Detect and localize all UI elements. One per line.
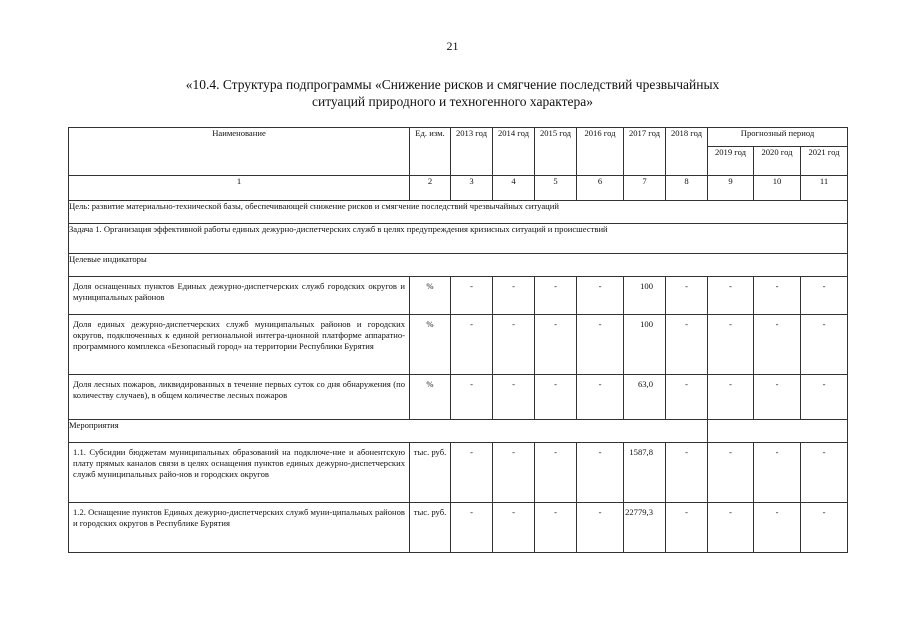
row-unit: тыс. руб. [410,503,451,553]
measures-label-row [69,420,848,443]
header-year: 2017 год [624,128,666,176]
header-year: 2013 год [451,128,493,176]
title-line-1: «10.4. Структура подпрограммы «Снижение рисков и смягчение последствий чрезвычайных [185,77,720,92]
column-number: 5 [535,176,577,201]
row-value: - [577,503,624,553]
title-line-2: ситуаций природного и техногенного характера» [311,94,593,109]
row-value: 63,0 [624,375,666,420]
row-unit: тыс. руб. [410,443,451,503]
row-value: - [754,277,801,315]
header-forecast-period: Прогнозный период [708,128,848,147]
header-year: 2018 год [666,128,708,176]
row-name: Доля единых дежурно-диспетчерских служб муниципальных районов и городских округов, подключенных к единой региональной интегра-ционной платформе аппаратно-программного комплекса «Безопасный город» на территории Республики Бурятия [69,315,410,375]
row-value: 100 [624,315,666,375]
row-value: - [754,375,801,420]
column-number: 4 [493,176,535,201]
row-unit: % [410,375,451,420]
row-value: - [801,375,848,420]
row-value: - [535,277,577,315]
row-value: - [577,375,624,420]
column-numbers-row [69,176,848,201]
row-value: - [754,315,801,375]
row-name: Доля оснащенных пунктов Единых дежурно-диспетчерских служб городских округов и муниципальных районов [69,277,410,315]
row-value: - [451,315,493,375]
row-value: - [801,315,848,375]
row-value: - [708,277,754,315]
row-value: - [666,503,708,553]
row-value: - [577,277,624,315]
row-value: - [577,315,624,375]
row-value: - [666,277,708,315]
row-value: - [451,443,493,503]
goal-row [69,201,848,224]
table-row [69,443,848,503]
document-title [100,76,805,110]
row-value: - [754,443,801,503]
header-forecast-year: 2021 год [801,147,848,176]
row-value: - [493,277,535,315]
row-value: - [708,503,754,553]
row-value: - [493,375,535,420]
header-unit: Ед. изм. [410,128,451,176]
row-value: - [535,315,577,375]
row-value: - [666,375,708,420]
row-name: Доля лесных пожаров, ликвидированных в течение первых суток со дня обнаружения (по количеству случаев), в общем количестве лесных пожаров [69,375,410,420]
column-number: 3 [451,176,493,201]
column-number: 10 [754,176,801,201]
task-text: Задача 1. Организация эффективной работы единых дежурно-диспетчерских служб в целях предупреждения кризисных ситуаций и происшествий [69,224,848,254]
row-unit: % [410,277,451,315]
row-value: - [451,503,493,553]
indicators-label-row [69,254,848,277]
row-value: - [451,277,493,315]
header-forecast-year: 2019 год [708,147,754,176]
row-value: - [708,375,754,420]
measures-label: Мероприятия [69,420,708,443]
column-number: 8 [666,176,708,201]
row-unit: % [410,315,451,375]
table-row [69,277,848,315]
row-value: - [577,443,624,503]
column-number: 9 [708,176,754,201]
row-value: - [801,503,848,553]
column-number: 7 [624,176,666,201]
row-value: - [754,503,801,553]
goal-text: Цель: развитие материально-технической базы, обеспечивающей снижение рисков и смягчение последствий чрезвычайных ситуаций [69,201,848,224]
header-year: 2016 год [577,128,624,176]
row-value: - [666,443,708,503]
row-value: - [493,315,535,375]
row-value: - [708,443,754,503]
row-value: 1587,8 [624,443,666,503]
subprogram-structure-table [68,127,848,553]
row-value: 22779,3 [624,503,666,553]
row-value: - [708,315,754,375]
header-name: Наименование [69,128,410,176]
column-number: 6 [577,176,624,201]
table-row [69,375,848,420]
row-value: - [535,503,577,553]
column-number: 1 [69,176,410,201]
row-value: - [493,503,535,553]
measures-label-blank [708,420,848,443]
indicators-label: Целевые индикаторы [69,254,848,277]
header-year: 2014 год [493,128,535,176]
row-value: - [666,315,708,375]
page-number: 21 [446,39,459,53]
table-row [69,315,848,375]
row-value: - [493,443,535,503]
header-year: 2015 год [535,128,577,176]
row-value: - [535,443,577,503]
row-name: 1.2. Оснащение пунктов Единых дежурно-диспетчерских служб муни-ципальных районов и городских округов в Республике Бурятия [69,503,410,553]
row-value: - [451,375,493,420]
column-number: 11 [801,176,848,201]
row-name: 1.1. Субсидии бюджетам муниципальных образований на подключе-ние и абонентскую плату прямых каналов связи в целях оснащения пунктов единых дежурно-диспетчерских служб муниципальных райо-нов и городских округов [69,443,410,503]
header-forecast-year: 2020 год [754,147,801,176]
row-value: - [801,277,848,315]
table-row [69,503,848,553]
task-row [69,224,848,254]
row-value: - [535,375,577,420]
row-value: 100 [624,277,666,315]
row-value: - [801,443,848,503]
column-number: 2 [410,176,451,201]
header-row [69,128,848,147]
